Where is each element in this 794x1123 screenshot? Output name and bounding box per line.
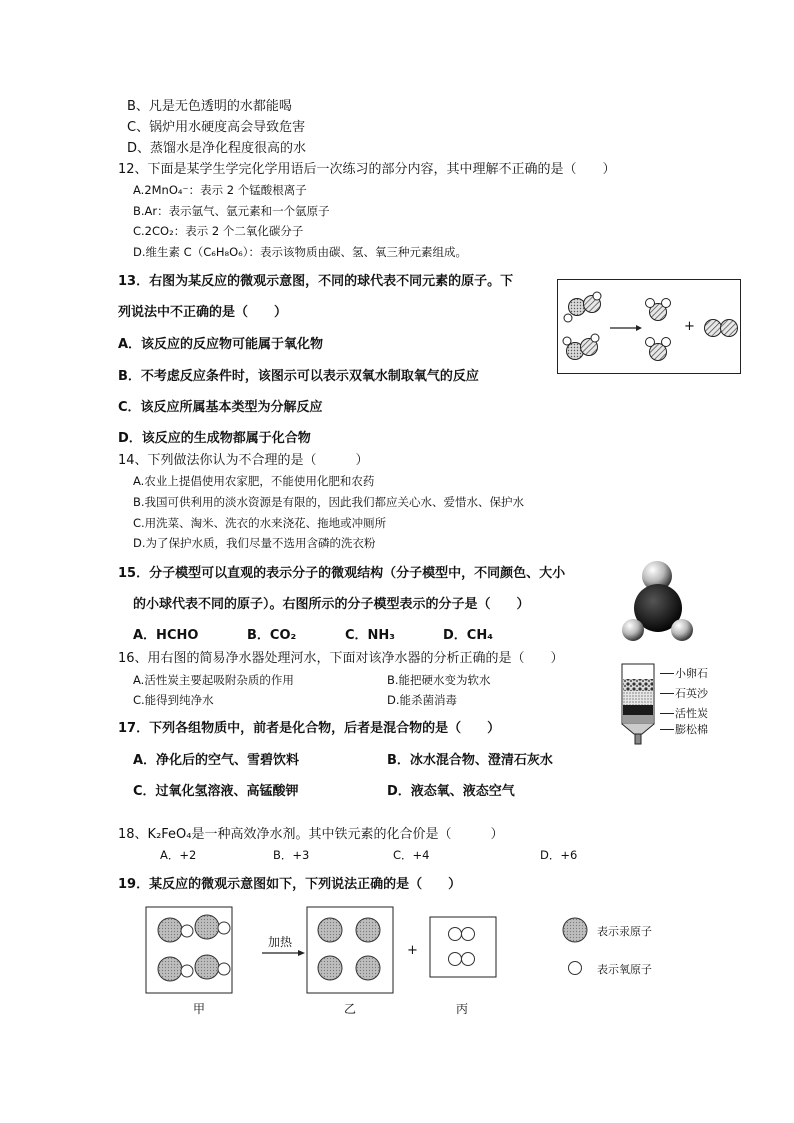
- mercury-atom: [158, 957, 182, 981]
- oxygen-atom: [181, 925, 193, 937]
- layer-label-carbon: 活性炭: [675, 707, 708, 720]
- q18-option-b: B．+3: [273, 848, 310, 862]
- cotton-layer: [623, 715, 653, 723]
- q13-option-d: D．该反应的生成物都属于化合物: [118, 431, 311, 446]
- q18-option-d: D．+6: [540, 848, 578, 862]
- q19-plus-sign: +: [407, 943, 418, 958]
- q17-option-a: A．净化后的空气、雪碧饮料: [133, 753, 300, 768]
- q12-option-b: B.Ar：表示氩气、氩元素和一个氩原子: [133, 204, 330, 218]
- q16-water-purifier: [620, 662, 660, 752]
- q14-option-b: B.我国可供利用的淡水资源是有限的，因此我们都应关心水、爱惜水、保护水: [133, 495, 525, 509]
- q13-option-c: C．该反应所属基本类型为分解反应: [118, 400, 323, 415]
- mercury-atom: [195, 915, 219, 939]
- q13-plus-sign: +: [684, 319, 695, 334]
- legend-oxygen-label: 表示氧原子: [597, 963, 652, 976]
- product-molecule: [646, 338, 671, 361]
- heat-label: 加热: [268, 935, 293, 949]
- q12-option-a: A.2MnO₄⁻：表示 2 个锰酸根离子: [133, 183, 307, 197]
- box-bing: [430, 917, 496, 977]
- q12-option-c: C.2CO₂：表示 2 个二氧化碳分子: [133, 224, 304, 238]
- q16-option-a: A.活性炭主要起吸附杂质的作用: [133, 673, 294, 687]
- q19-reaction-diagram: [140, 900, 700, 1020]
- mercury-atom: [195, 955, 219, 979]
- q13-option-b: B．不考虑反应条件时，该图示可以表示双氧水制取氧气的反应: [118, 369, 479, 384]
- q13-option-a: A．该反应的反应物可能属于氧化物: [118, 337, 324, 352]
- mercury-atom: [356, 956, 380, 980]
- q13-stem-line1: 13．右图为某反应的微观示意图，不同的球代表不同元素的原子。下: [118, 274, 514, 289]
- q12-option-d: D.维生素 C（C₆H₈O₆）：表示该物质由碳、氢、氧三种元素组成。: [133, 245, 468, 259]
- q14-option-c: C.用洗菜、淘米、洗衣的水来浇花、拖地或冲厕所: [133, 516, 387, 530]
- reaction-arrow: [610, 325, 642, 331]
- oxygen-atom: [218, 922, 230, 934]
- mercury-atom: [158, 918, 182, 942]
- reactant-molecule: [564, 292, 601, 322]
- oxygen-atom: [449, 953, 462, 966]
- leader-line: [660, 729, 674, 730]
- q11-option-c: C、锅炉用水硬度高会导致危害: [127, 120, 306, 135]
- sand-layer: [623, 691, 653, 705]
- heat-arrow-head: [298, 950, 305, 956]
- q13-stem-line2: 列说法中不正确的是（ ）: [118, 305, 288, 320]
- q15-stem-line2: 的小球代表不同的原子）。右图所示的分子模型表示的分子是（ ）: [133, 597, 530, 612]
- q16-option-d: D.能杀菌消毒: [387, 693, 458, 707]
- small-atom: [671, 619, 693, 641]
- reactant-molecule: [563, 334, 599, 360]
- label-bing: 丙: [456, 1002, 469, 1016]
- q18-stem: 18、K₂FeO₄是一种高效净水剂。其中铁元素的化合价是（ ）: [118, 827, 504, 842]
- carbon-layer: [623, 705, 653, 715]
- box-yi: [307, 907, 393, 993]
- oxygen-atom: [181, 965, 193, 977]
- product-molecule: [646, 299, 671, 321]
- oxygen-atom: [462, 953, 475, 966]
- oxygen-atom: [218, 963, 230, 975]
- leader-line: [660, 673, 674, 674]
- q11-option-b: B、凡是无色透明的水都能喝: [127, 99, 292, 114]
- box-jia: [146, 907, 232, 993]
- mercury-atom: [318, 956, 342, 980]
- layer-label-pebbles: 小卵石: [675, 667, 708, 680]
- q11-option-d: D、蒸馏水是净化程度很高的水: [127, 141, 307, 156]
- q15-option-b: B．CO₂: [247, 628, 297, 643]
- q16-stem: 16、用右图的简易净水器处理河水，下面对该净水器的分析正确的是（ ）: [118, 651, 564, 666]
- q15-option-c: C．NH₃: [345, 628, 395, 643]
- q17-option-c: C．过氧化氢溶液、高锰酸钾: [133, 784, 299, 799]
- label-yi: 乙: [344, 1002, 357, 1016]
- q15-option-a: A．HCHO: [133, 628, 199, 643]
- q13-molecule-svg: [558, 280, 742, 375]
- q18-option-c: C．+4: [393, 848, 430, 862]
- q17-option-b: B．冰水混合物、澄清石灰水: [387, 753, 553, 768]
- q18-option-a: A．+2: [160, 848, 197, 862]
- q15-option-d: D．CH₄: [443, 628, 493, 643]
- leader-line: [660, 713, 674, 714]
- q15-molecule-model: [620, 556, 700, 646]
- q14-stem: 14、下列做法你认为不合理的是（ ）: [118, 453, 369, 468]
- q15-stem-line1: 15．分子模型可以直观的表示分子的微观结构（分子模型中，不同颜色、大小: [118, 566, 566, 581]
- layer-label-cotton: 膨松棉: [675, 723, 708, 736]
- mercury-atom: [318, 918, 342, 942]
- q17-stem: 17．下列各组物质中，前者是化合物，后者是混合物的是（ ）: [118, 721, 501, 736]
- q16-option-b: B.能把硬水变为软水: [387, 673, 491, 687]
- product-molecule: [705, 320, 738, 337]
- pebble-layer: [623, 679, 653, 691]
- legend-mercury-icon: [563, 918, 587, 942]
- leader-line: [660, 693, 674, 694]
- q14-option-a: A.农业上提倡使用农家肥，不能使用化肥和农药: [133, 474, 375, 488]
- label-jia: 甲: [193, 1002, 206, 1016]
- mercury-atom: [356, 918, 380, 942]
- q16-option-c: C.能得到纯净水: [133, 693, 214, 707]
- oxygen-atom: [462, 928, 475, 941]
- q19-stem: 19．某反应的微观示意图如下，下列说法正确的是（ ）: [118, 877, 462, 892]
- small-atom: [622, 619, 644, 641]
- q13-reaction-diagram: [557, 279, 741, 374]
- legend-oxygen-icon: [569, 962, 582, 975]
- q14-option-d: D.为了保护水质，我们尽量不选用含磷的洗衣粉: [133, 536, 376, 550]
- layer-label-sand: 石英沙: [675, 687, 708, 700]
- q12-stem: 12、下面是某学生学完化学用语后一次练习的部分内容，其中理解不正确的是（ ）: [118, 162, 616, 177]
- q17-option-d: D．液态氧、液态空气: [387, 784, 515, 799]
- legend-mercury-label: 表示汞原子: [597, 925, 652, 938]
- oxygen-atom: [449, 928, 462, 941]
